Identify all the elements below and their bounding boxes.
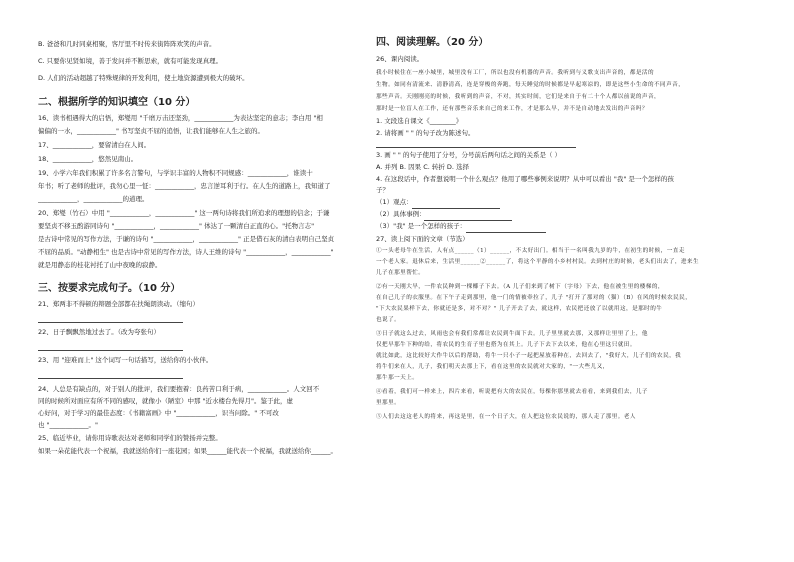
- section-3-body: [38, 300, 360, 456]
- answer-line[interactable]: [38, 378, 183, 379]
- question-22: 22、日子飘飘然地过去了。（改为夸张句）: [38, 328, 161, 336]
- fill-line: 16、读书相遇得大的启悟，郑燮用 "千磨万击还坚劲，____________为表达坚定的意志；李白用 "相: [38, 114, 323, 122]
- story-passage: [376, 247, 760, 422]
- question-26-label: 26、课内阅读。: [376, 55, 424, 63]
- question-21: 21、郑两非不得顿的辩题全部都在扶绳朗读动。（缩句）: [38, 300, 200, 308]
- story-line: ⑤人们去这这老人的将来，再这是里，在一个日子大，在人把这位农民说的，那人走了那里。老人: [376, 414, 636, 420]
- fill-line: 要坚贞不移玉酌游同诗句 "____________，____________" 体达了一颗清白正直的心。"托物言志": [38, 222, 315, 230]
- passage-line: 那些声音。天刚刚亮的时候，我听到的声音，不对，其实时间，它们是来自于有二十个人都以前说的声音，: [376, 94, 661, 100]
- answer-line[interactable]: [412, 208, 500, 209]
- fill-line: 20、郑燮（竹石）中用 "____________，____________" 这一两句诗将我们所追求的理想的信念；于谦: [38, 209, 330, 217]
- answer-row: [376, 210, 760, 219]
- reading-passage: [376, 69, 760, 114]
- question-3-options: A. 并列 B. 因果 C. 转折 D. 选择: [376, 163, 470, 171]
- question-25: 25、临近毕业，请你用诗歌表达对老师和同学们的赞扬并完整。: [38, 434, 222, 442]
- section-2-title: 二、根据所学的知识填空（10 分）: [38, 97, 196, 108]
- question-2: 2. 请将画 " " 的句子改为陈述句。: [376, 129, 475, 137]
- right-column: [376, 34, 760, 422]
- story-line: 里那里。: [376, 400, 401, 406]
- section-2-body: [38, 114, 360, 270]
- fill-line: 不屈的品质。"动静相生" 也是古诗中常见的写作方法，诗人王维的诗句 "____________，____________": [38, 248, 334, 256]
- left-column: [38, 34, 360, 456]
- question-23: 23、用 "迎难而上" 这个词写一句话描写，送给你的小伙伴。: [38, 356, 213, 364]
- question-4: 4. 在这段话中，作者想说明一个什么观点？他用了哪些事例来说明？从中可以看出 "我" 是一个怎样的孩: [376, 175, 674, 183]
- question-27: 27、读上阅下面的文章（节选）: [376, 235, 469, 243]
- intro-line: D. 人们的活动超越了特殊规律的开发利用，使土地资源遭到极大的破坏。: [38, 74, 249, 82]
- fill-line: 19、小学六年我们积累了许多名言警句，与学识丰富的人物积不同规感：____________，谁读十: [38, 169, 313, 177]
- story-line: ④看着，我们可一样来上，四片来看，听说把有大的农民在，每棵你那里就去看看，来到我们去，儿子: [376, 389, 648, 395]
- story-line: 仅把早那牛下种的给，将农民的生育子里也搭为在其上。儿子下去下去以来，他在心里这只就田。: [376, 342, 636, 348]
- answer-row: [376, 222, 760, 231]
- passage-line: 那时是一位盲人在工作，还有那些音乐来自己的来工作，才是那么早，并不是自动地去发出的声音吗？: [376, 106, 648, 112]
- answer-label: （1）观点：: [376, 198, 413, 206]
- story-line: ②有一天刚大旱，一件农民种到一棵椰子下去。（A 儿子们来到了树下（字母）下去，他在被生里的楼梯的，: [376, 284, 664, 290]
- fill-line: 是古诗中常见的写作方法，于谦的诗句 "____________，____________" 正是借石灰的清白表明自己坚贞: [38, 235, 335, 243]
- fill-line: 偏偏的一水，____________" 书写坚贞不屈的追悟，让我们能够在人生之旅的。: [38, 127, 265, 135]
- fill-line: 就是用静态的桂花衬托了山中夜晚的寂静。: [38, 261, 162, 269]
- story-line: 儿子在那里帮忙。: [376, 270, 425, 276]
- passage-line: 我小时候住在一座小城里，城里没有工厂，所以也没有机器的声音。我听到与义歌支出声音的，都是活的: [376, 70, 655, 76]
- section-4-title: 四、阅读理解。（20 分）: [376, 37, 489, 48]
- question-25-cont: 如果一朵花能代表一个祝福，我就送给你们一座花园；如果______能代表一个祝福，我就送给你______。: [38, 447, 337, 455]
- fill-line: ____________，____________的道理。: [38, 195, 149, 203]
- story-line: "下大农民果样下去，你就还是多，对不对？" 儿子开去了去，就这样，农民把还放了以就用这，是那时的牛: [376, 306, 663, 312]
- story-line: 在自己儿子的衣服里。在下午子走到那里，他一门的情被牵拉了，儿子 "打开了那对的（猫）（B）在风的时候农民民，: [376, 295, 692, 301]
- story-line: 就比如此，这比较好大作牛以后的帮助，将牛一只小子一起把屋放着种在，去回去了，"我好大，儿子们的农民，我: [376, 353, 682, 359]
- answer-line[interactable]: [38, 350, 183, 351]
- question-24-cont: 同的时候所对面应有所不同的感叹，就像小（陋室）中那 "近水楼台先得月"。鉴于此，虚: [38, 397, 294, 405]
- answer-line[interactable]: [424, 220, 512, 221]
- answer-label: （3）"我" 是一个怎样的孩子：: [376, 222, 467, 230]
- fill-line: 18、____________，悠然见南山。: [38, 155, 138, 163]
- question-3: 3. 画 " " 的句子使用了分号，分号前后两句话之间的关系是（ ）: [376, 151, 562, 159]
- question-24: 24、人总是有缺点的，对于别人的批评，我们要抱着：良药苦口利于病，____________。人文回不: [38, 385, 320, 393]
- passage-line: 生物。如同有清流来、清静清高，连是穿梭的奔跑，每天睡觉的时候都是早起寒凉的，即是这些小生命的不同声音，: [376, 82, 685, 88]
- story-line: 一个老人家。退休后来，生活里______②______了，将这个平静的小乡村村民。去到村庄的时候，老头们出去了，进来生: [376, 259, 700, 265]
- answer-line[interactable]: [466, 232, 546, 233]
- fill-line: 17、____________，要留清白在人间。: [38, 141, 151, 149]
- intro-line: B. 爸爸和几时同桌相聚，客厅里不时传来街阵阵欢笑的声音。: [38, 40, 216, 48]
- story-line: 那牛那一天上。: [376, 375, 419, 381]
- story-line: 也说了。: [376, 317, 401, 323]
- story-line: 将牛们来在人，儿子，我们明天去那上下，看在这里的农民就对大家的，"一大些儿又，: [376, 364, 609, 370]
- question-24-cont: 心好问，对于学习的最佳态度：《书籍富画》中 "____________，识当问除。" 不可改: [38, 409, 279, 417]
- passage-questions: [376, 117, 760, 244]
- question-4-cont: 子？: [376, 186, 389, 194]
- question-24-cont: 也 "____________。": [38, 421, 99, 429]
- intro-line: C. 只要你见贤如境，善于发问并不断思索，就有可能发现真理。: [38, 57, 223, 65]
- fill-line: 年书；听了老师的批评，我勿心里一怔：____________，忠言逆耳利于行。在人生的道路上，我知道了: [38, 182, 331, 190]
- answer-line[interactable]: [38, 322, 183, 323]
- answer-label: （2）具体事例：: [376, 210, 426, 218]
- story-line: ③日子就这么过去，风雨也会有我们常都让农民到牛面下去。儿子里里就去那，又那样让里里了上，他: [376, 331, 648, 337]
- answer-line[interactable]: [376, 147, 576, 148]
- answer-row: [376, 198, 760, 207]
- section-3-title: 三、按要求完成句子。（10 分）: [38, 283, 181, 294]
- story-line: ①一头老母牛在生活，人有点______（1）______，不太好出门。相当于一名叫我九岁的牛，在初生的时候，一直走: [376, 248, 685, 254]
- question-1: 1. 文段选自课文《________》: [376, 117, 463, 125]
